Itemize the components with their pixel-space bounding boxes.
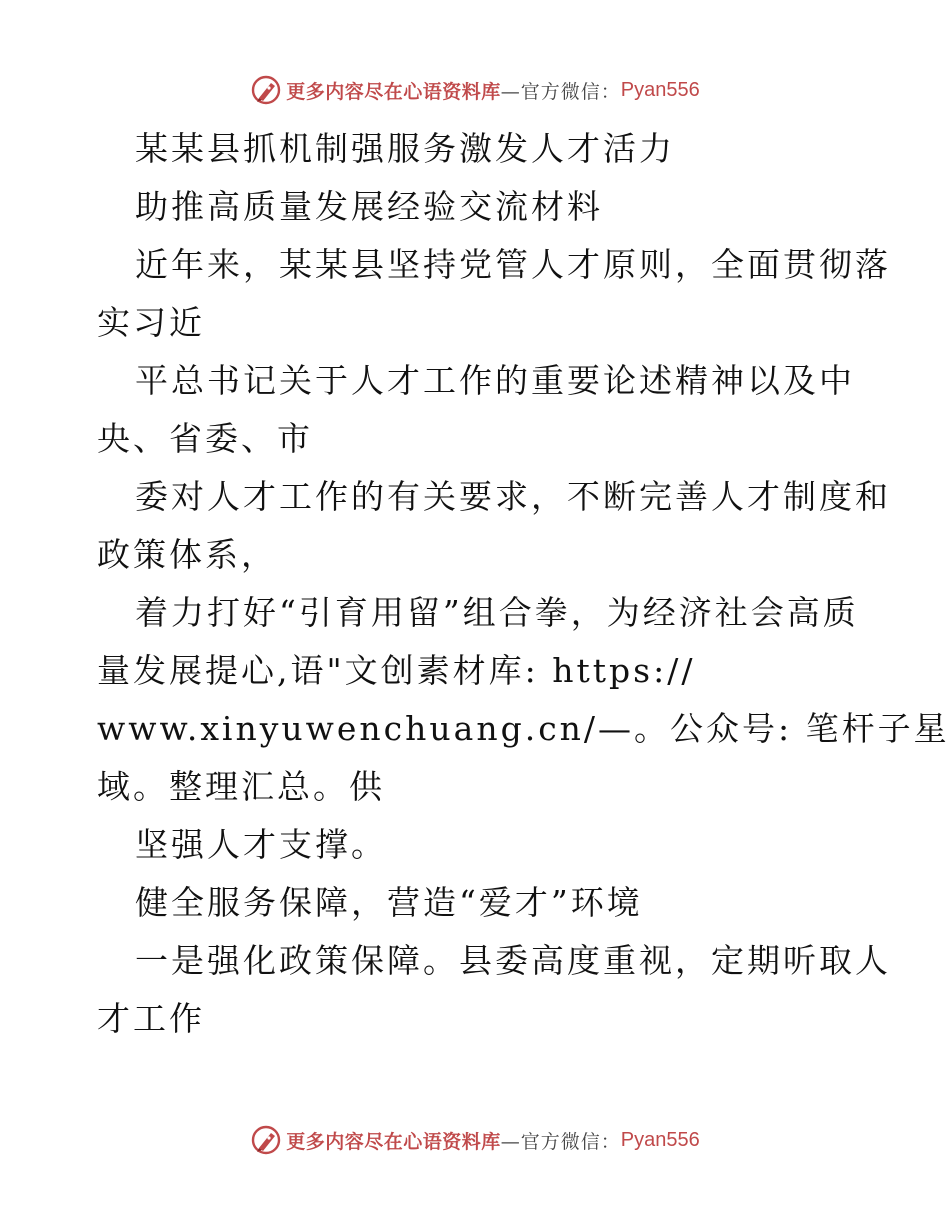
header-wechat-label: —官方微信： bbox=[500, 80, 621, 103]
paragraph-line: 才工作 bbox=[97, 999, 205, 1038]
paragraph-line: 坚强人才支撑。 bbox=[135, 825, 387, 864]
paragraph-line: www.xinyuwenchuang.cn/—。公众号: 笔杆子星 bbox=[97, 709, 950, 748]
header-site-name: 更多内容尽在心语资料库 bbox=[286, 80, 501, 103]
pen-nib-logo-icon bbox=[250, 1124, 282, 1156]
section-heading: 健全服务保障，营造“爱才”环境 bbox=[135, 883, 643, 922]
paragraph-line: 近年来，某某县坚持党管人才原则，全面贯彻落 bbox=[135, 245, 891, 284]
paragraph-line: 央、省委、市 bbox=[97, 419, 313, 458]
paragraph-line: 委对人才工作的有关要求，不断完善人才制度和 bbox=[135, 477, 891, 516]
header-wechat-id: Pyan556 bbox=[620, 78, 700, 101]
paragraph-line: 实习近 bbox=[97, 303, 205, 342]
title-line-2: 助推高质量发展经验交流材料 bbox=[135, 187, 603, 226]
document-body bbox=[97, 120, 950, 1048]
paragraph-line: 着力打好“引育用留”组合拳，为经济社会高质 bbox=[135, 593, 859, 632]
footer-wechat-id: Pyan556 bbox=[620, 1128, 700, 1151]
paragraph-line: 域。整理汇总。供 bbox=[97, 767, 385, 806]
title-line-1: 某某县抓机制强服务激发人才活力 bbox=[135, 129, 675, 168]
paragraph-line: 量发展提心,语"文创素材库: https:// bbox=[97, 651, 696, 690]
header-watermark bbox=[0, 70, 950, 110]
footer-site-name: 更多内容尽在心语资料库 bbox=[286, 1130, 501, 1153]
footer-watermark bbox=[0, 1120, 950, 1160]
paragraph-line: 一是强化政策保障。县委高度重视，定期听取人 bbox=[135, 941, 891, 980]
paragraph-line: 平总书记关于人才工作的重要论述精神以及中 bbox=[135, 361, 855, 400]
footer-wechat-label: —官方微信： bbox=[500, 1130, 621, 1153]
paragraph-line: 政策体系， bbox=[97, 535, 277, 574]
pen-nib-logo-icon bbox=[250, 74, 282, 106]
